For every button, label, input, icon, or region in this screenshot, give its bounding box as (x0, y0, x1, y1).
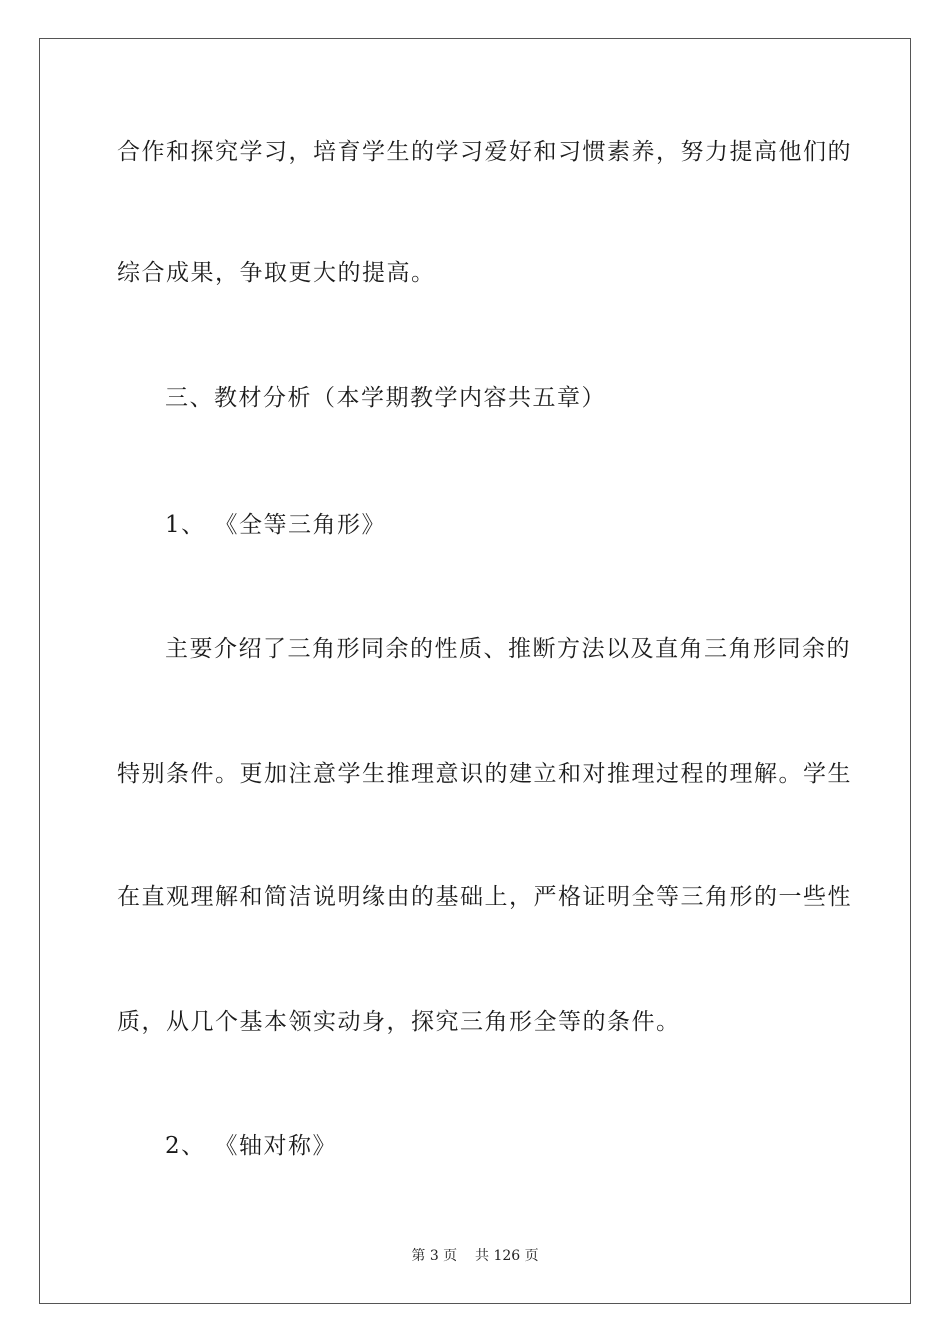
page-footer (0, 1246, 950, 1266)
page-total: 共 126 页 (475, 1248, 539, 1264)
chapter-heading-1: 1、 《全等三角形》 (165, 512, 386, 538)
chapter-heading-2: 2、 《轴对称》 (165, 1133, 337, 1159)
paragraph-line-1: 合作和探究学习，培育学生的学习爱好和习惯素养，努力提高他们的 (117, 139, 852, 165)
paragraph-line-5: 在直观理解和简洁说明缘由的基础上，严格证明全等三角形的一些性 (117, 884, 852, 910)
paragraph-line-2: 综合成果，争取更大的提高。 (117, 260, 436, 286)
paragraph-line-6: 质，从几个基本领实动身，探究三角形全等的条件。 (117, 1009, 681, 1035)
section-heading: 三、教材分析（本学期教学内容共五章） (165, 385, 606, 411)
page-number: 第 3 页 (411, 1248, 458, 1264)
paragraph-line-4: 特别条件。更加注意学生推理意识的建立和对推理过程的理解。学生 (117, 761, 852, 787)
paragraph-line-3: 主要介绍了三角形同余的性质、推断方法以及直角三角形同余的 (165, 636, 851, 662)
page-frame (39, 38, 911, 1304)
